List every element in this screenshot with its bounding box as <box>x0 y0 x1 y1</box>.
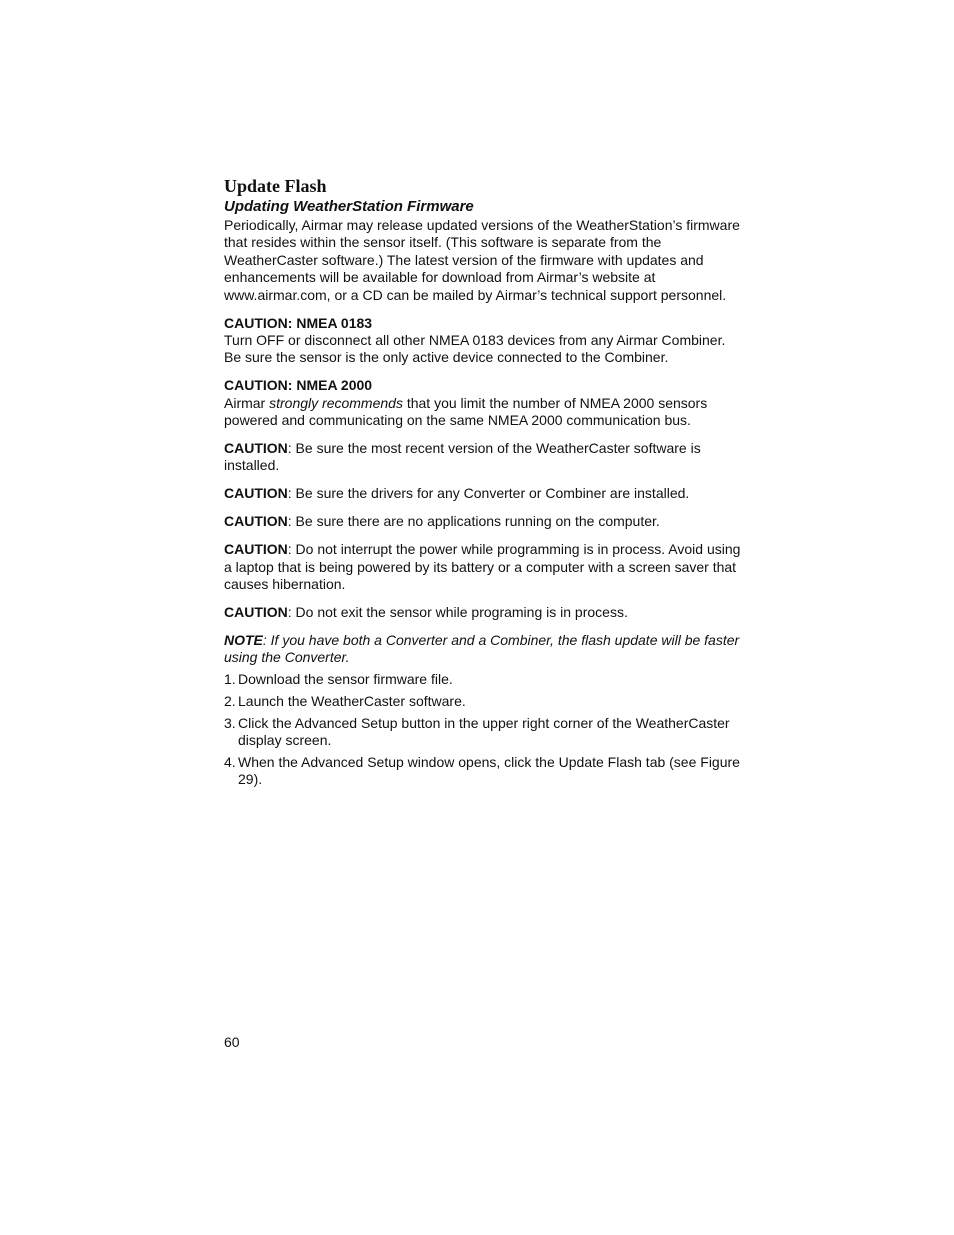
note <box>224 632 744 667</box>
subsection-title: Updating WeatherStation Firmware <box>224 198 474 215</box>
page-content <box>224 176 744 793</box>
caution-power <box>224 541 744 593</box>
intro-paragraph: Periodically, Airmar may release updated versions of the WeatherStation’s firmware that resides within the sensor itself. (This software is separate from the WeatherCaster software.) The latest version of the firmware with updates and enhancements will be available for download from Airmar’s website at www.airmar.com, or a CD can be mailed by Airmar’s technical support personnel. <box>224 217 740 303</box>
step-number: 3. <box>224 714 236 731</box>
caution-text: : Be sure there are no applications running on the computer. <box>287 513 660 530</box>
caution-label: CAUTION <box>224 603 288 620</box>
caution-text: : Do not interrupt the power while programming is in process. Avoid using a laptop that is being powered by its battery or a computer with a screen saver that causes hibernation. <box>224 541 741 592</box>
step-text: Launch the WeatherCaster software. <box>238 692 466 709</box>
caution-text: : Be sure the most recent version of the WeatherCaster software is installed. <box>224 439 701 474</box>
caution-label: CAUTION <box>224 541 288 558</box>
step-number: 4. <box>224 753 236 770</box>
step-number: 2. <box>224 692 236 709</box>
caution-text-end: that you limit the number of NMEA 2000 sensors powered and communicating on the same NMEA 2000 communication bus. <box>224 394 708 429</box>
caution-do-not-exit <box>224 604 744 621</box>
page-number: 60 <box>224 1034 240 1050</box>
list-item <box>224 671 744 688</box>
note-text: : If you have both a Converter and a Combiner, the flash update will be faster using the Converter. <box>224 631 740 666</box>
caution-topic: NMEA 0183 <box>296 314 373 331</box>
caution-nmea-0183-text: Turn OFF or disconnect all other NMEA 0183 devices from any Airmar Combiner. Be sure the sensor is the only active device connected to the Combiner. <box>224 331 726 366</box>
caution-nmea-2000-text <box>224 395 744 430</box>
caution-topic: NMEA 2000 <box>296 377 373 394</box>
step-number: 1. <box>224 670 236 687</box>
caution-label: CAUTION <box>224 439 288 456</box>
emphasis-text: strongly recommends <box>269 394 403 411</box>
caution-label: CAUTION <box>224 377 288 394</box>
caution-nmea-0183-heading: CAUTION: NMEA 0183 <box>224 314 373 331</box>
step-text: Download the sensor firmware file. <box>238 670 453 687</box>
caution-drivers-installed <box>224 485 744 502</box>
list-item <box>224 754 744 789</box>
caution-nmea-2000-heading: CAUTION: NMEA 2000 <box>224 377 373 394</box>
note-label: NOTE <box>224 631 263 648</box>
caution-software-installed <box>224 440 744 475</box>
step-text: When the Advanced Setup window opens, click the Update Flash tab (see Figure 29). <box>238 753 740 788</box>
caution-text: : Be sure the drivers for any Converter or Combiner are installed. <box>287 485 690 502</box>
list-item <box>224 715 744 750</box>
step-text: Click the Advanced Setup button in the upper right corner of the WeatherCaster display screen. <box>238 714 730 748</box>
caution-label: CAUTION <box>224 513 288 530</box>
caution-label: CAUTION <box>224 485 288 502</box>
caution-text-start: Airmar <box>224 394 270 411</box>
caution-no-applications <box>224 513 744 530</box>
caution-label: CAUTION <box>224 314 288 331</box>
section-title: Update Flash <box>224 176 327 196</box>
list-item <box>224 693 744 710</box>
caution-text: : Do not exit the sensor while programing is in process. <box>287 603 628 620</box>
